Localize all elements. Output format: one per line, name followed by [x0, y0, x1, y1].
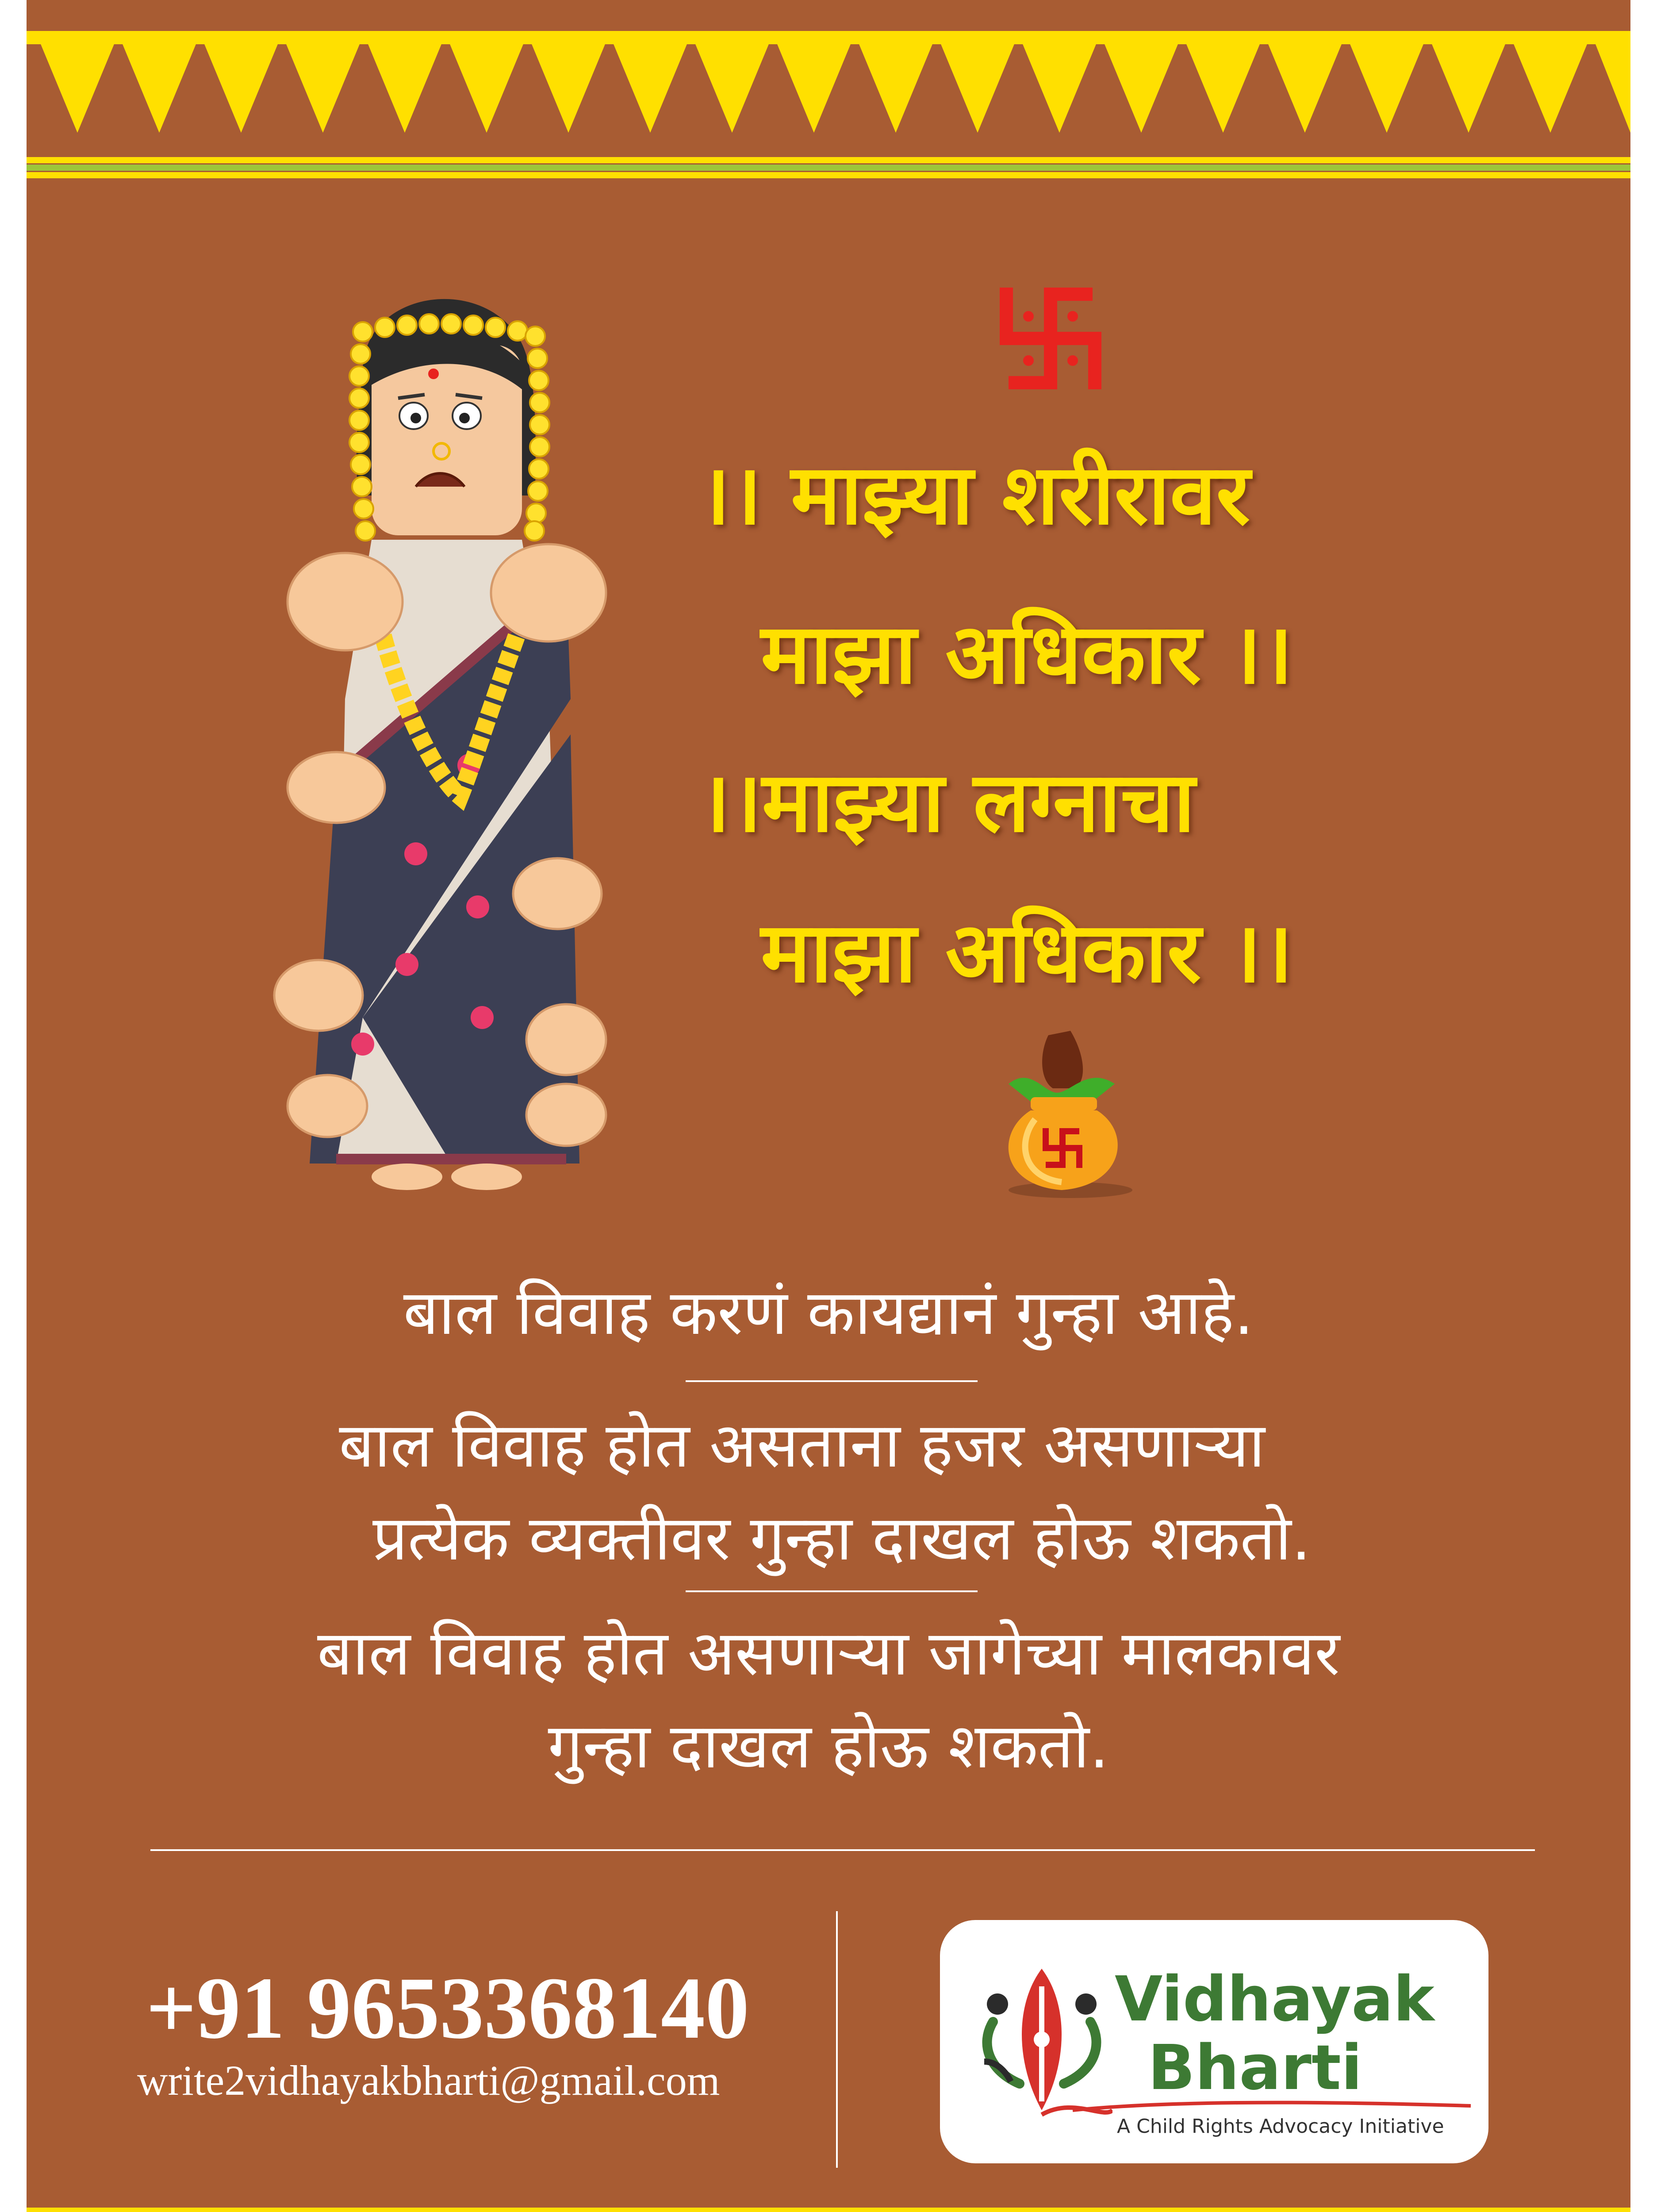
- vidhayak-bharti-logo-card: [940, 1920, 1488, 2163]
- slogan-line-1: ।। माझ्या शरीरावर: [699, 446, 1250, 543]
- slogan-line-2: माझा अधिकार ।।: [761, 606, 1293, 703]
- law-statement-1: बाल विवाह करणं कायद्यानं गुन्हा आहे.: [403, 1277, 1254, 1349]
- slogan-line-3: ।।माझ्या लग्नाचा: [699, 754, 1195, 851]
- logo-swoosh: [1073, 2097, 1480, 2115]
- top-stripe-green: [27, 165, 1630, 171]
- email-address[interactable]: write2vidhayakbharti@gmail.com: [137, 2057, 720, 2104]
- top-stripe-yellow: [27, 157, 1630, 163]
- top-stripe-yellow-2: [27, 172, 1630, 178]
- bottom-stripe-yellow: [27, 2208, 1630, 2212]
- law-statement-3-line-2: गुन्हा दाखल होऊ शकतो.: [548, 1710, 1109, 1782]
- divider-short-2: [686, 1590, 978, 1592]
- logo-name-line-2: Bharti: [1148, 2032, 1362, 2104]
- law-statement-2-line-1: बाल विवाह होत असताना हजर असणाऱ्या: [339, 1409, 1265, 1482]
- kalash-icon: [982, 1018, 1141, 1203]
- poster: [27, 0, 1630, 2212]
- law-statement-2-line-2: प्रत्येक व्यक्तीवर गुन्हा दाखल होऊ शकतो.: [372, 1502, 1311, 1575]
- logo-tagline: A Child Rights Advocacy Initiative: [1117, 2115, 1444, 2138]
- bride-illustration: [230, 265, 725, 1194]
- slogan-line-4: माझा अधिकार ।।: [761, 904, 1293, 1001]
- divider-long: [150, 1849, 1535, 1851]
- top-bunting: [27, 0, 1630, 142]
- divider-short-1: [686, 1380, 978, 1382]
- phone-number[interactable]: +91 9653368140: [146, 1959, 749, 2057]
- logo-name-line-1: Vidhayak: [1115, 1963, 1435, 2035]
- swastika-icon: [995, 283, 1106, 394]
- law-statement-3-line-1: बाल विवाह होत असणाऱ्या जागेच्या मालकावर: [317, 1617, 1340, 1690]
- vertical-divider: [836, 1911, 838, 2168]
